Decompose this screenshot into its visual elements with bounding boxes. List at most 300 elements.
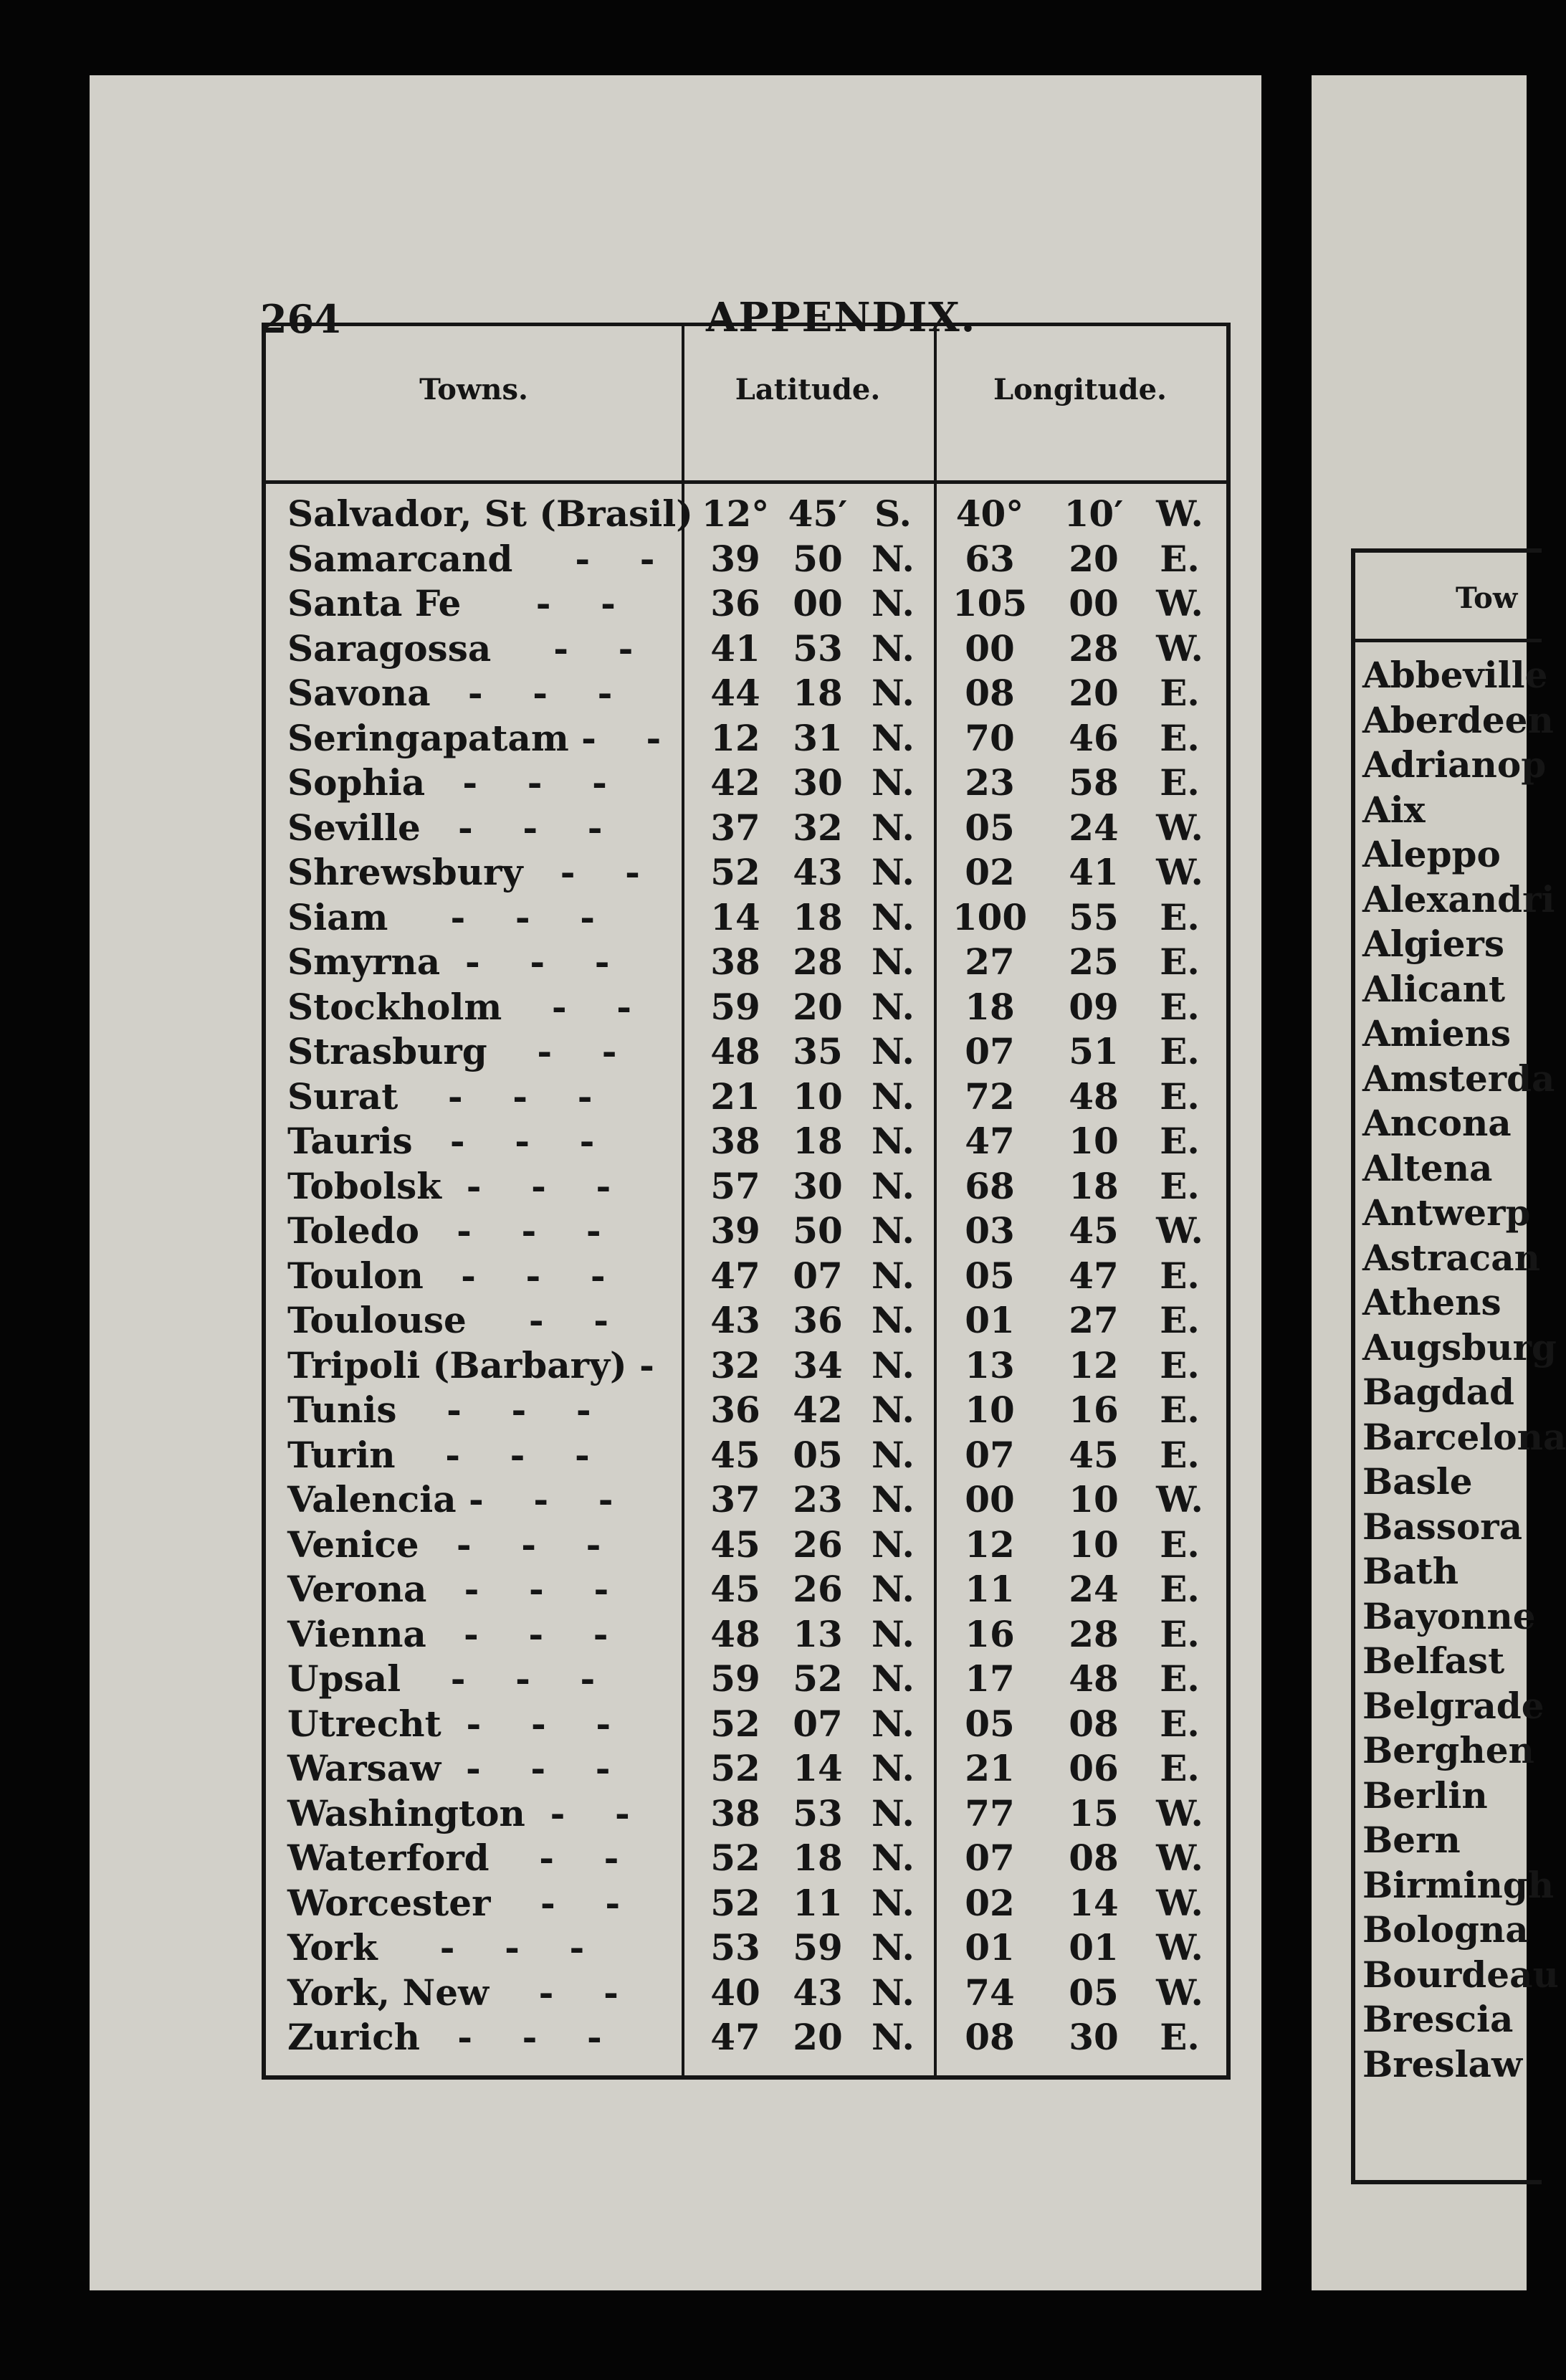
longitude-hemisphere: E.	[1160, 1747, 1200, 1789]
latitude-hemisphere: N.	[872, 1657, 915, 1700]
table-row	[266, 1433, 1226, 1478]
latitude-hemisphere: N.	[872, 1612, 915, 1655]
facing-town: Berghen	[1362, 1729, 1534, 1771]
latitude-minutes: 00	[793, 582, 843, 624]
facing-town: Astracan	[1362, 1236, 1540, 1279]
table-row	[266, 761, 1226, 806]
longitude-hemisphere: W.	[1156, 1926, 1203, 1969]
latitude-hemisphere: N.	[872, 851, 915, 893]
latitude-degrees: 37	[710, 806, 760, 849]
town-name: Zurich - - -	[287, 2016, 602, 2058]
longitude-hemisphere: E.	[1160, 1254, 1200, 1297]
longitude-degrees: 05	[965, 1702, 1015, 1745]
latitude-degrees: 42	[710, 761, 760, 804]
longitude-minutes: 01	[1069, 1926, 1119, 1969]
facing-town: Bagdad	[1362, 1371, 1514, 1413]
latitude-hemisphere: N.	[872, 1478, 915, 1520]
latitude-hemisphere: N.	[872, 761, 915, 804]
latitude-minutes: 50	[793, 537, 843, 580]
header-longitude: Longitude.	[993, 373, 1167, 406]
latitude-degrees: 38	[710, 1120, 760, 1162]
longitude-degrees: 08	[965, 2016, 1015, 2058]
table-row	[266, 1657, 1226, 1702]
longitude-hemisphere: E.	[1160, 1389, 1200, 1431]
town-name: Warsaw - - -	[287, 1747, 611, 1789]
latitude-hemisphere: N.	[872, 1343, 915, 1386]
longitude-minutes: 10′	[1064, 492, 1124, 535]
table-row	[266, 1388, 1226, 1433]
latitude-degrees: 14	[710, 895, 760, 938]
longitude-degrees: 07	[965, 1030, 1015, 1072]
longitude-degrees: 23	[965, 761, 1015, 804]
longitude-minutes: 10	[1069, 1120, 1119, 1162]
longitude-degrees: 05	[965, 1254, 1015, 1297]
table-row	[266, 1523, 1226, 1568]
latitude-hemisphere: N.	[872, 1747, 915, 1789]
latitude-degrees: 59	[710, 985, 760, 1028]
table-row	[266, 1791, 1226, 1837]
latitude-minutes: 14	[793, 1747, 843, 1789]
table-row	[266, 806, 1226, 851]
latitude-minutes: 28	[793, 941, 843, 983]
town-name: Valencia - - -	[287, 1478, 613, 1520]
latitude-minutes: 20	[793, 985, 843, 1028]
latitude-degrees: 38	[710, 941, 760, 983]
facing-town: Augsburg	[1362, 1325, 1557, 1368]
longitude-degrees: 07	[965, 1837, 1015, 1879]
table-row	[266, 1164, 1226, 1209]
longitude-minutes: 48	[1069, 1657, 1119, 1700]
table-row	[266, 1209, 1226, 1254]
longitude-hemisphere: W.	[1156, 492, 1203, 535]
longitude-hemisphere: W.	[1156, 627, 1203, 670]
table-row	[266, 1836, 1226, 1881]
table-row	[266, 1746, 1226, 1791]
latitude-minutes: 26	[793, 1568, 843, 1610]
longitude-hemisphere: E.	[1160, 2016, 1200, 2058]
latitude-degrees: 38	[710, 1791, 760, 1834]
latitude-degrees: 32	[710, 1343, 760, 1386]
latitude-minutes: 10	[793, 1075, 843, 1118]
latitude-hemisphere: N.	[872, 806, 915, 849]
table-row	[266, 671, 1226, 716]
latitude-minutes: 53	[793, 627, 843, 670]
table-top-rule	[266, 323, 1226, 326]
latitude-minutes: 59	[793, 1926, 843, 1969]
town-name: Venice - - -	[287, 1523, 601, 1566]
latitude-degrees: 53	[710, 1926, 760, 1969]
longitude-hemisphere: E.	[1160, 1299, 1200, 1341]
longitude-minutes: 28	[1069, 627, 1119, 670]
facing-town: Belfast	[1362, 1639, 1505, 1682]
town-name: Seville - - -	[287, 806, 603, 849]
latitude-hemisphere: N.	[872, 1881, 915, 1924]
table-row	[266, 1298, 1226, 1343]
longitude-hemisphere: W.	[1156, 1478, 1203, 1520]
longitude-degrees: 18	[965, 985, 1015, 1028]
latitude-degrees: 57	[710, 1164, 760, 1207]
latitude-degrees: 36	[710, 582, 760, 624]
longitude-minutes: 12	[1069, 1343, 1119, 1386]
longitude-minutes: 18	[1069, 1164, 1119, 1207]
latitude-minutes: 20	[793, 2016, 843, 2058]
latitude-hemisphere: N.	[872, 1030, 915, 1072]
longitude-minutes: 48	[1069, 1075, 1119, 1118]
latitude-degrees: 52	[710, 1837, 760, 1879]
latitude-degrees: 47	[710, 1254, 760, 1297]
longitude-minutes: 20	[1069, 672, 1119, 714]
table-row	[266, 716, 1226, 761]
facing-town: Adrianop	[1362, 743, 1547, 786]
longitude-hemisphere: E.	[1160, 1343, 1200, 1386]
latitude-degrees: 39	[710, 1209, 760, 1252]
table-row	[266, 895, 1226, 941]
longitude-minutes: 10	[1069, 1478, 1119, 1520]
facing-town: Bern	[1362, 1819, 1461, 1861]
longitude-hemisphere: E.	[1160, 941, 1200, 983]
town-name: Stockholm - -	[287, 985, 632, 1028]
latitude-hemisphere: N.	[872, 2016, 915, 2058]
latitude-hemisphere: N.	[872, 1568, 915, 1610]
latitude-minutes: 07	[793, 1254, 843, 1297]
latitude-hemisphere: N.	[872, 1164, 915, 1207]
table-row	[266, 492, 1226, 537]
town-name: Samarcand - -	[287, 537, 655, 580]
town-name: Siam - - -	[287, 895, 595, 938]
latitude-hemisphere: N.	[872, 1926, 915, 1969]
latitude-minutes: 26	[793, 1523, 843, 1566]
facing-town: Alexandri	[1362, 877, 1555, 920]
facing-town: Abbeville	[1362, 654, 1548, 696]
latitude-hemisphere: N.	[872, 1523, 915, 1566]
longitude-hemisphere: W.	[1156, 806, 1203, 849]
latitude-minutes: 30	[793, 1164, 843, 1207]
longitude-minutes: 51	[1069, 1030, 1119, 1072]
latitude-minutes: 45′	[788, 492, 848, 535]
town-name: Surat - - -	[287, 1075, 593, 1118]
longitude-degrees: 47	[965, 1120, 1015, 1162]
longitude-minutes: 05	[1069, 1971, 1119, 2014]
latitude-degrees: 40	[710, 1971, 760, 2014]
town-name: Toulon - - -	[287, 1254, 606, 1297]
longitude-degrees: 17	[965, 1657, 1015, 1700]
latitude-hemisphere: N.	[872, 1791, 915, 1834]
longitude-degrees: 07	[965, 1433, 1015, 1476]
latitude-minutes: 30	[793, 761, 843, 804]
longitude-degrees: 03	[965, 1209, 1015, 1252]
longitude-hemisphere: E.	[1160, 1523, 1200, 1566]
longitude-minutes: 25	[1069, 941, 1119, 983]
latitude-degrees: 43	[710, 1299, 760, 1341]
facing-town: Berlin	[1362, 1774, 1488, 1817]
longitude-degrees: 02	[965, 1881, 1015, 1924]
facing-town: Athens	[1362, 1281, 1501, 1323]
latitude-hemisphere: N.	[872, 1075, 915, 1118]
longitude-hemisphere: W.	[1156, 851, 1203, 893]
town-name: Waterford - -	[287, 1837, 619, 1879]
book-gutter	[1261, 0, 1312, 2380]
table-row	[266, 1971, 1226, 2016]
table-body	[266, 492, 1226, 2060]
latitude-minutes: 52	[793, 1657, 843, 1700]
longitude-hemisphere: E.	[1160, 761, 1200, 804]
latitude-degrees: 59	[710, 1657, 760, 1700]
longitude-minutes: 28	[1069, 1612, 1119, 1655]
longitude-degrees: 05	[965, 806, 1015, 849]
longitude-degrees: 01	[965, 1926, 1015, 1969]
facing-town: Breslaw	[1362, 2042, 1522, 2085]
latitude-minutes: 36	[793, 1299, 843, 1341]
latitude-hemisphere: N.	[872, 1837, 915, 1879]
facing-town: Aleppo	[1362, 833, 1501, 875]
table-row	[266, 627, 1226, 672]
table-row	[266, 1119, 1226, 1164]
latitude-minutes: 53	[793, 1791, 843, 1834]
facing-town: Brescia	[1362, 1998, 1514, 2040]
town-name: Turin - - -	[287, 1433, 590, 1476]
table-row	[266, 940, 1226, 985]
table-row	[266, 1702, 1226, 1747]
latitude-degrees: 41	[710, 627, 760, 670]
longitude-degrees: 00	[965, 627, 1015, 670]
longitude-minutes: 14	[1069, 1881, 1119, 1924]
facing-town: Bassora	[1362, 1505, 1523, 1548]
town-name: Verona - - -	[287, 1568, 609, 1610]
longitude-minutes: 47	[1069, 1254, 1119, 1297]
longitude-degrees: 21	[965, 1747, 1015, 1789]
longitude-hemisphere: E.	[1160, 537, 1200, 580]
longitude-minutes: 06	[1069, 1747, 1119, 1789]
latitude-degrees: 44	[710, 672, 760, 714]
latitude-degrees: 12°	[701, 492, 770, 535]
latitude-minutes: 35	[793, 1030, 843, 1072]
longitude-hemisphere: E.	[1160, 1120, 1200, 1162]
latitude-hemisphere: N.	[872, 1389, 915, 1431]
latitude-minutes: 07	[793, 1702, 843, 1745]
latitude-hemisphere: N.	[872, 1120, 915, 1162]
longitude-hemisphere: E.	[1160, 1164, 1200, 1207]
latitude-minutes: 13	[793, 1612, 843, 1655]
town-name: Vienna - - -	[287, 1612, 608, 1655]
facing-town: Ancona	[1362, 1102, 1512, 1144]
town-name: Tripoli (Barbary) -	[287, 1343, 654, 1386]
latitude-minutes: 43	[793, 851, 843, 893]
facing-header: Tow	[1456, 581, 1518, 615]
facing-town: Aix	[1362, 788, 1426, 831]
longitude-hemisphere: W.	[1156, 1791, 1203, 1834]
latitude-degrees: 47	[710, 2016, 760, 2058]
facing-town: Birmingh	[1362, 1863, 1555, 1906]
longitude-minutes: 00	[1069, 582, 1119, 624]
coordinates-table	[262, 323, 1231, 2080]
latitude-minutes: 05	[793, 1433, 843, 1476]
longitude-hemisphere: E.	[1160, 1702, 1200, 1745]
table-row	[266, 1477, 1226, 1523]
longitude-minutes: 08	[1069, 1702, 1119, 1745]
town-name: Santa Fe - -	[287, 582, 616, 624]
table-row	[266, 581, 1226, 627]
longitude-degrees: 68	[965, 1164, 1015, 1207]
longitude-minutes: 46	[1069, 716, 1119, 759]
town-name: York - - -	[287, 1926, 585, 1969]
facing-town-list	[1362, 653, 1566, 2087]
latitude-minutes: 34	[793, 1343, 843, 1386]
latitude-minutes: 43	[793, 1971, 843, 2014]
facing-town: Antwerp	[1362, 1191, 1531, 1234]
latitude-hemisphere: S.	[874, 492, 912, 535]
latitude-degrees: 45	[710, 1433, 760, 1476]
latitude-degrees: 37	[710, 1478, 760, 1520]
longitude-degrees: 27	[965, 941, 1015, 983]
town-name: Worcester - -	[287, 1881, 621, 1924]
longitude-degrees: 70	[965, 716, 1015, 759]
longitude-degrees: 11	[965, 1568, 1015, 1610]
table-row	[266, 1612, 1226, 1657]
longitude-minutes: 58	[1069, 761, 1119, 804]
town-name: Seringapatam - -	[287, 716, 662, 759]
longitude-hemisphere: E.	[1160, 1612, 1200, 1655]
longitude-minutes: 20	[1069, 537, 1119, 580]
latitude-hemisphere: N.	[872, 941, 915, 983]
longitude-minutes: 55	[1069, 895, 1119, 938]
longitude-hemisphere: E.	[1160, 895, 1200, 938]
latitude-degrees: 39	[710, 537, 760, 580]
longitude-degrees: 13	[965, 1343, 1015, 1386]
longitude-degrees: 63	[965, 537, 1015, 580]
table-row	[266, 1075, 1226, 1120]
page-number: 264	[260, 296, 341, 342]
town-name: Washington - -	[287, 1791, 630, 1834]
facing-town: Basle	[1362, 1460, 1473, 1503]
longitude-minutes: 27	[1069, 1299, 1119, 1341]
town-name: Tauris - - -	[287, 1120, 595, 1162]
latitude-degrees: 52	[710, 1747, 760, 1789]
town-name: Strasburg - -	[287, 1030, 617, 1072]
facing-town: Algiers	[1362, 923, 1505, 965]
table-row	[266, 1029, 1226, 1075]
latitude-minutes: 18	[793, 895, 843, 938]
latitude-degrees: 52	[710, 1702, 760, 1745]
latitude-degrees: 48	[710, 1612, 760, 1655]
facing-town: Belgrade	[1362, 1684, 1544, 1727]
longitude-minutes: 45	[1069, 1433, 1119, 1476]
longitude-hemisphere: W.	[1156, 1881, 1203, 1924]
longitude-hemisphere: E.	[1160, 985, 1200, 1028]
latitude-degrees: 45	[710, 1523, 760, 1566]
longitude-minutes: 08	[1069, 1837, 1119, 1879]
longitude-degrees: 00	[965, 1478, 1015, 1520]
latitude-minutes: 18	[793, 1120, 843, 1162]
longitude-minutes: 30	[1069, 2016, 1119, 2058]
table-row	[266, 1254, 1226, 1299]
latitude-minutes: 42	[793, 1389, 843, 1431]
facing-town: Bath	[1362, 1550, 1459, 1592]
longitude-hemisphere: W.	[1156, 582, 1203, 624]
facing-header-rule	[1355, 639, 1542, 642]
latitude-hemisphere: N.	[872, 1971, 915, 2014]
latitude-hemisphere: N.	[872, 1209, 915, 1252]
facing-town: Bayonne	[1362, 1594, 1536, 1637]
latitude-hemisphere: N.	[872, 672, 915, 714]
table-row	[266, 850, 1226, 895]
latitude-minutes: 50	[793, 1209, 843, 1252]
latitude-hemisphere: N.	[872, 1702, 915, 1745]
latitude-minutes: 11	[793, 1881, 843, 1924]
town-name: Savona - - -	[287, 672, 613, 714]
longitude-hemisphere: E.	[1160, 1030, 1200, 1072]
town-name: York, New - -	[287, 1971, 619, 2014]
latitude-hemisphere: N.	[872, 985, 915, 1028]
latitude-hemisphere: N.	[872, 627, 915, 670]
longitude-minutes: 16	[1069, 1389, 1119, 1431]
table-row	[266, 1881, 1226, 1926]
longitude-minutes: 24	[1069, 1568, 1119, 1610]
town-name: Tobolsk - - -	[287, 1164, 611, 1207]
longitude-minutes: 45	[1069, 1209, 1119, 1252]
town-name: Tunis - - -	[287, 1389, 591, 1431]
book-page	[90, 75, 1261, 2290]
longitude-degrees: 12	[965, 1523, 1015, 1566]
latitude-degrees: 12	[710, 716, 760, 759]
longitude-degrees: 105	[952, 582, 1028, 624]
facing-town: Aberdeen	[1362, 698, 1554, 741]
latitude-hemisphere: N.	[872, 1254, 915, 1297]
latitude-minutes: 23	[793, 1478, 843, 1520]
latitude-minutes: 18	[793, 1837, 843, 1879]
facing-town: Amiens	[1362, 1012, 1512, 1055]
latitude-hemisphere: N.	[872, 895, 915, 938]
latitude-minutes: 31	[793, 716, 843, 759]
latitude-degrees: 52	[710, 1881, 760, 1924]
facing-town: Bourdeau	[1362, 1953, 1559, 1996]
longitude-degrees: 40°	[955, 492, 1024, 535]
town-name: Toulouse - -	[287, 1299, 608, 1341]
facing-table	[1351, 548, 1566, 2184]
town-name: Salvador, St (Brasil)	[287, 492, 693, 535]
latitude-minutes: 18	[793, 672, 843, 714]
longitude-degrees: 10	[965, 1389, 1015, 1431]
longitude-hemisphere: E.	[1160, 1568, 1200, 1610]
town-name: Upsal - - -	[287, 1657, 596, 1700]
longitude-minutes: 41	[1069, 851, 1119, 893]
longitude-hemisphere: E.	[1160, 1433, 1200, 1476]
longitude-degrees: 08	[965, 672, 1015, 714]
latitude-degrees: 36	[710, 1389, 760, 1431]
facing-town: Barcelona	[1362, 1415, 1566, 1458]
table-row	[266, 1926, 1226, 1971]
facing-page	[1312, 75, 1566, 2290]
running-head: APPENDIX.	[706, 294, 977, 341]
latitude-degrees: 48	[710, 1030, 760, 1072]
table-row	[266, 2015, 1226, 2060]
longitude-degrees: 77	[965, 1791, 1015, 1834]
header-latitude: Latitude.	[735, 373, 881, 406]
longitude-degrees: 74	[965, 1971, 1015, 2014]
latitude-degrees: 45	[710, 1568, 760, 1610]
longitude-hemisphere: W.	[1156, 1971, 1203, 2014]
longitude-degrees: 02	[965, 851, 1015, 893]
table-row	[266, 1343, 1226, 1389]
longitude-hemisphere: E.	[1160, 672, 1200, 714]
latitude-hemisphere: N.	[872, 537, 915, 580]
table-row	[266, 537, 1226, 582]
longitude-hemisphere: E.	[1160, 716, 1200, 759]
town-name: Sophia - - -	[287, 761, 607, 804]
latitude-minutes: 32	[793, 806, 843, 849]
facing-town: Amsterda	[1362, 1057, 1555, 1100]
town-name: Saragossa - -	[287, 627, 634, 670]
table-row	[266, 985, 1226, 1030]
